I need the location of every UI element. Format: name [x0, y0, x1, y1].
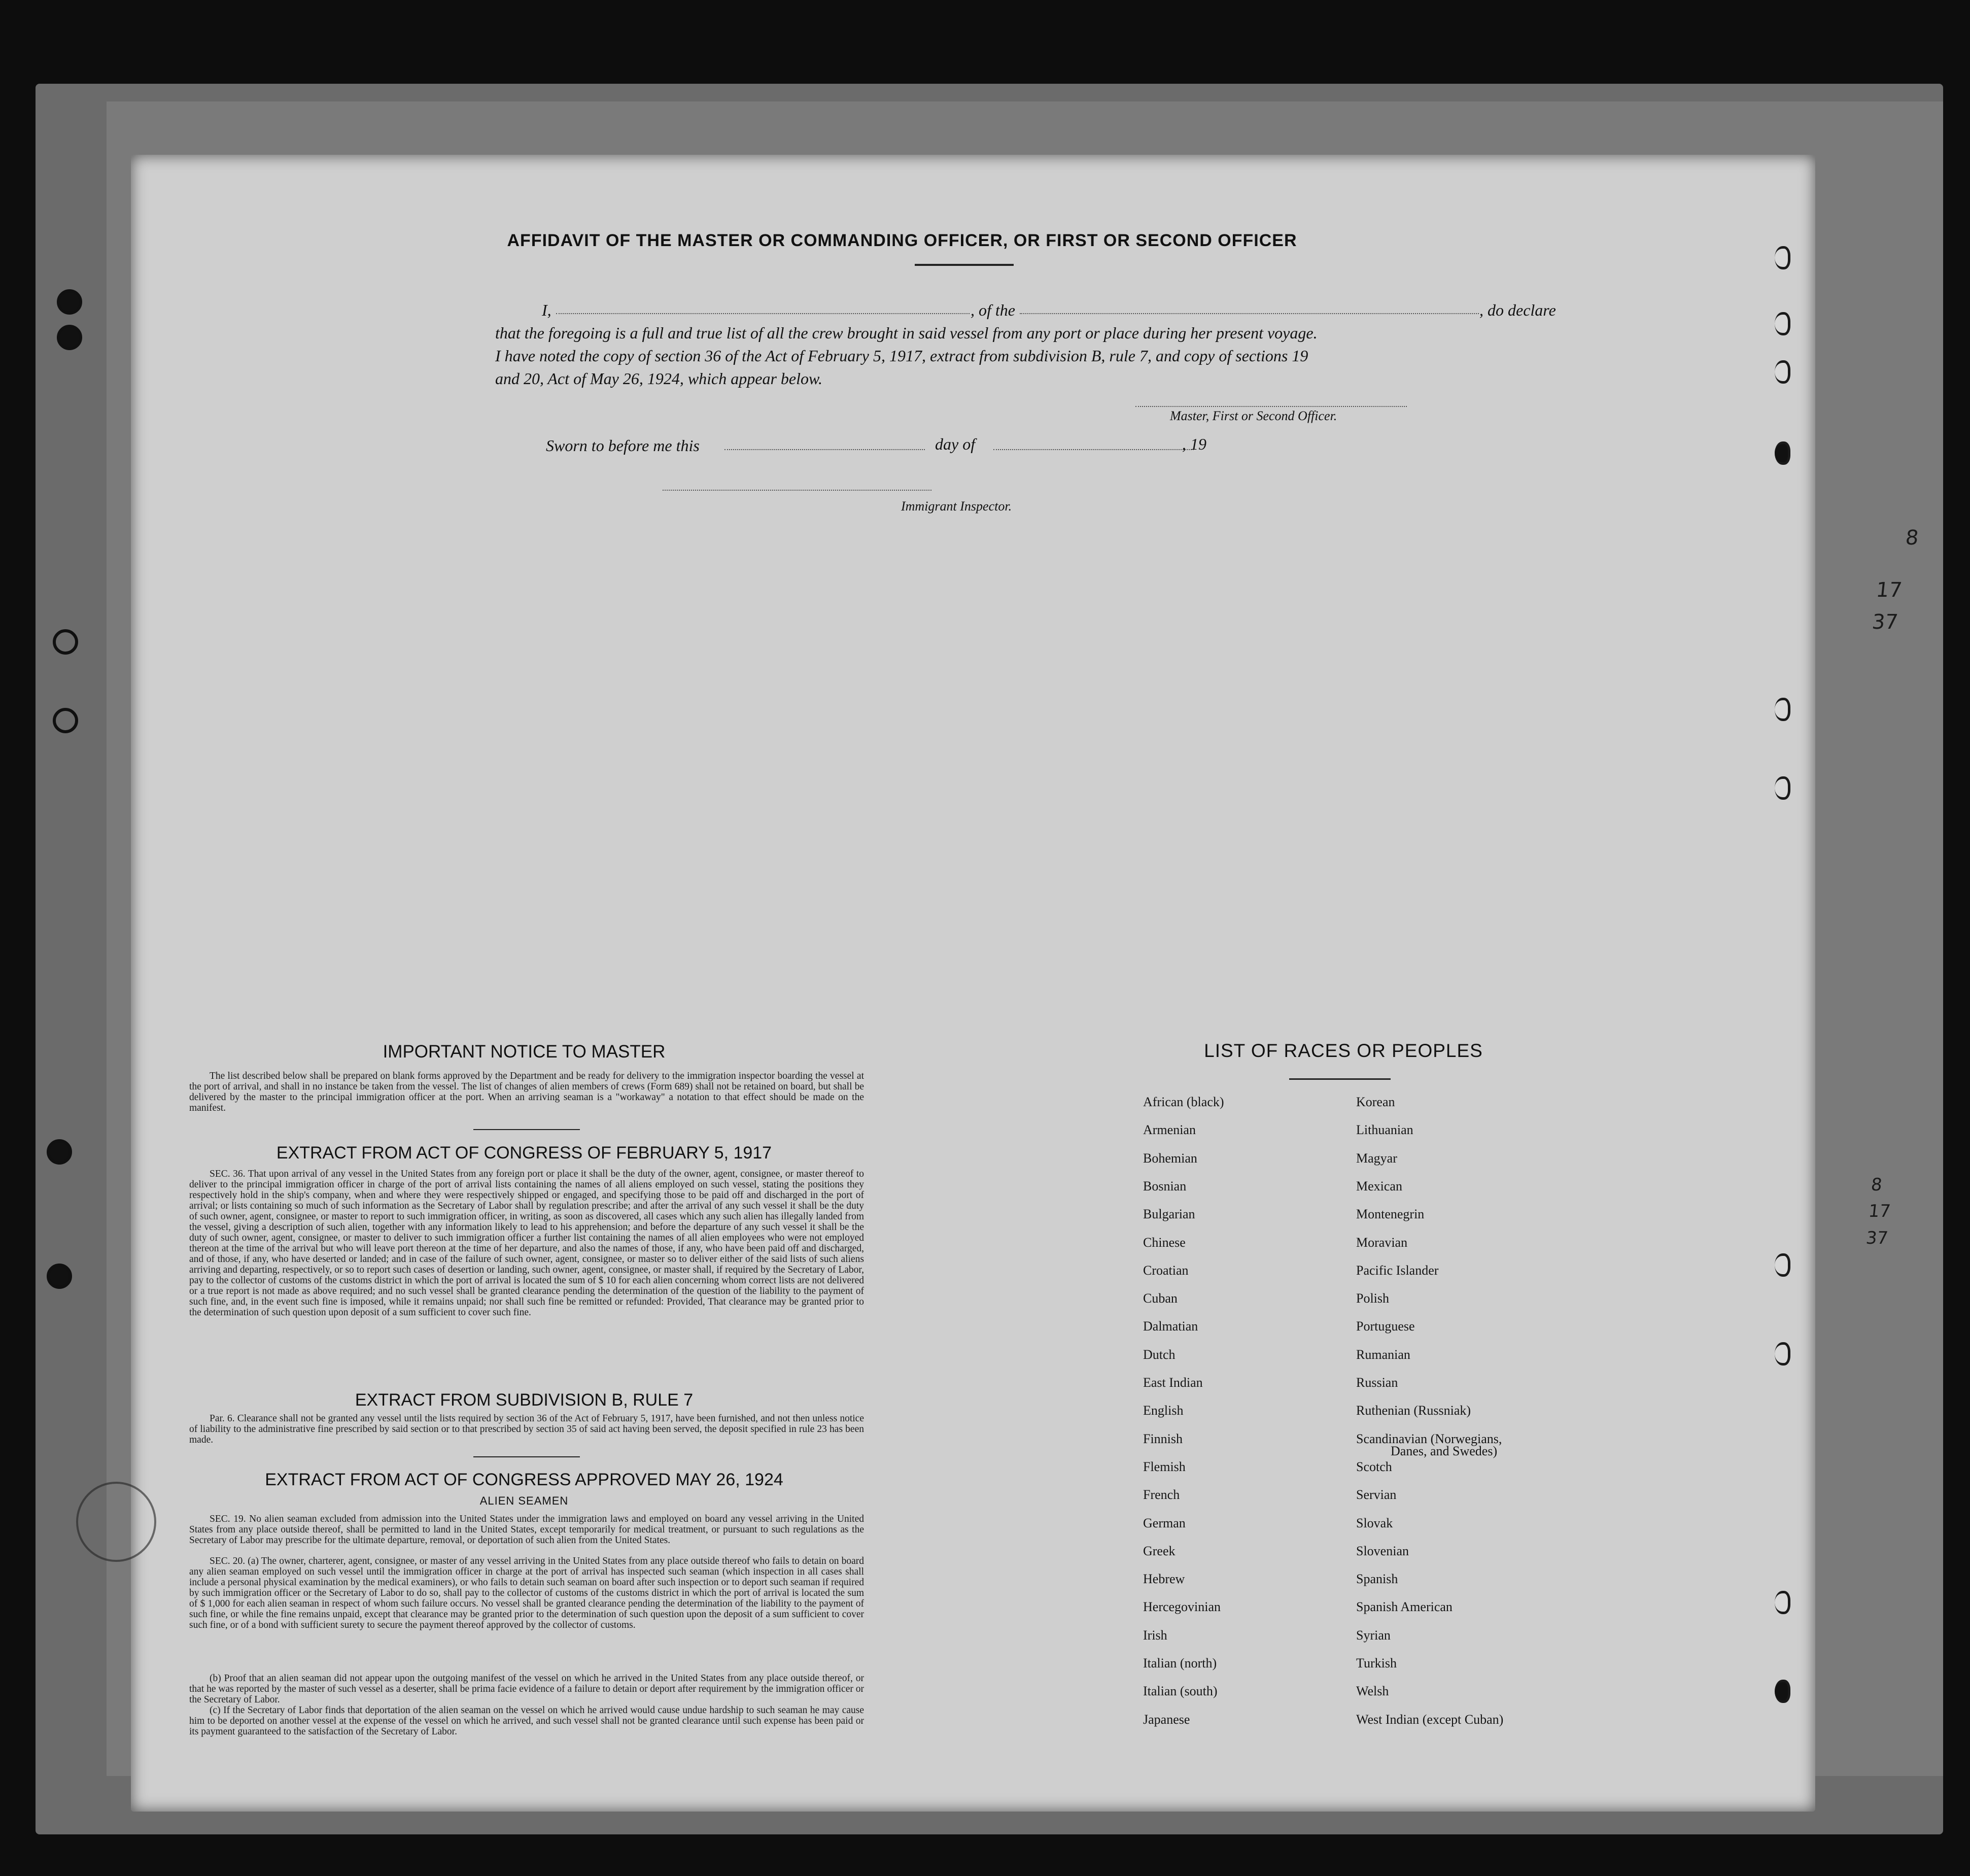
race-item: Spanish: [1356, 1572, 1398, 1587]
races-underline: [1289, 1078, 1391, 1080]
binder-hole: [47, 1264, 72, 1289]
race-item: Turkish: [1356, 1656, 1397, 1670]
sworn-label: Sworn to before me this: [546, 436, 700, 455]
race-item: Finnish: [1143, 1431, 1183, 1446]
punch-hole: [1775, 698, 1790, 721]
race-item: Danes, and Swedes): [1391, 1444, 1498, 1458]
divider: [473, 1129, 580, 1130]
race-item: Moravian: [1356, 1235, 1408, 1250]
race-item: Russian: [1356, 1375, 1398, 1390]
sworn-date-field[interactable]: [724, 449, 925, 450]
rule7-text: Par. 6. Clearance shall not be granted any vessel until the lists required by section 36 of the Act of February 5, 1917, have been furnished, and not then unless notice of liability to the administrative fine prescribed by said section or to that prescribed by section 35 of said act having been served, the deposit specified in rule 23 has been made.: [189, 1413, 864, 1445]
race-item: Rumanian: [1356, 1347, 1410, 1362]
binder-hole: [57, 289, 82, 315]
race-item: Mexican: [1356, 1178, 1402, 1193]
race-item: Pacific Islander: [1356, 1263, 1439, 1278]
affidavit-title: AFFIDAVIT OF THE MASTER OR COMMANDING OFFICER, OR FIRST OR SECOND OFFICER: [507, 231, 1297, 250]
race-item: Portuguese: [1356, 1319, 1415, 1334]
race-item: Bulgarian: [1143, 1207, 1195, 1222]
race-item: Italian (south): [1143, 1684, 1218, 1699]
binder-hole: [53, 629, 78, 655]
race-item: Montenegrin: [1356, 1207, 1425, 1222]
race-item: Spanish American: [1356, 1599, 1453, 1615]
rule7-title: EXTRACT FROM SUBDIVISION B, RULE 7: [355, 1390, 694, 1410]
race-item: East Indian: [1143, 1375, 1203, 1390]
title-underline: [915, 264, 1014, 266]
race-item: Polish: [1356, 1291, 1390, 1306]
punch-hole: [1775, 1591, 1790, 1614]
race-item: Cuban: [1143, 1291, 1178, 1306]
race-item: Greek: [1143, 1543, 1176, 1558]
extract-1917-text: SEC. 36. That upon arrival of any vessel in the United States from any foreign port or place it shall be the duty of the owner, agent, consignee, or master thereof to deliver to the principal immigration officer in charge of the port of arrival lists containing the names of all aliens employed on such vessel, stating the positions they respectively hold in the ship's company, when and where they were respectively shipped or engaged, and specifying those to be paid off and discharged in the port of arrival; or lists containing so much of such information as the Secretary of Labor shall by regulation prescribe; and after the arrival of any such vessel it shall be the duty of such owner, agent, consignee, or master to report to such immigration officer, in writing, as soon as discovered, all cases which any such alien has illegally landed from the vessel, giving a description of such alien, together with any information likely to lead to his apprehension; and before the departure of any such vessel it shall be the duty of such owner, agent, consignee, or master to deliver to such immigration officer a further list containing the names of all alien employees who were not employed thereon at the time of the arrival but who will leave port thereon at the time of her departure, and also the names of those, if any, who have been paid off and discharged, and of those, if any, who have deserted or landed; and in case of the failure of such owner, agent, consignee, or master so to deliver either of the said lists of such aliens arriving and departing, respectively, or so to report such cases of desertion or landing, such owner, agent, consignee, or master shall, if required by the Secretary of Labor, pay to the collector of customs of the customs district in which the port of arrival is located the sum of $ 10 for each alien concerning whom correct lists are not delivered or a true report is not made as above required; and no such vessel shall be granted clearance pending the determination of the question of the liability to the payment of such fine, and, in the event such fine is imposed, while it remains unpaid; nor shall such fine be remitted or refunded: Provided, That clearance may be granted prior to the determination of such question upon deposit of a sum sufficient to cover such fine.: [189, 1169, 864, 1318]
extract-1917-title: EXTRACT FROM ACT OF CONGRESS OF FEBRUARY 5, 1917: [276, 1143, 772, 1163]
race-item: Ruthenian (Russniak): [1356, 1403, 1471, 1418]
race-item: Korean: [1356, 1095, 1395, 1109]
form-page: [131, 155, 1920, 1812]
punch-hole: [1775, 776, 1790, 800]
race-item: Flemish: [1143, 1459, 1186, 1474]
race-item: Chinese: [1143, 1235, 1186, 1250]
race-item: Scandinavian (Norwegians,: [1356, 1431, 1502, 1446]
race-item: Hebrew: [1143, 1572, 1185, 1587]
notice-title: IMPORTANT NOTICE TO MASTER: [383, 1042, 666, 1062]
race-item: Croatian: [1143, 1263, 1189, 1278]
race-item: Hercegovinian: [1143, 1599, 1221, 1615]
race-item: English: [1143, 1403, 1184, 1418]
race-item: Lithuanian: [1356, 1122, 1413, 1138]
race-item: West Indian (except Cuban): [1356, 1712, 1504, 1727]
punch-hole: [1775, 312, 1790, 335]
month-field[interactable]: [993, 449, 1194, 450]
affidavit-of-the: , of the: [971, 301, 1015, 319]
name-field[interactable]: [556, 313, 970, 314]
affidavit-do-declare: , do declare: [1479, 301, 1556, 319]
sec19-text: SEC. 19. No alien seaman excluded from admission into the United States under the immigration laws and employed on board any vessel arriving in the United States from any place outside thereof, shall be permitted to land in the United States, except temporarily for medical treatment, or pursuant to such regulations as the Secretary of Labor may prescribe for the ultimate departure, removal, or deportation of such alien from the United States.: [189, 1514, 864, 1546]
binder-hole: [57, 325, 82, 350]
pencil-note: 17: [1875, 578, 1904, 602]
race-item: French: [1143, 1487, 1180, 1503]
punch-hole: [1775, 360, 1790, 384]
extract-1924-title: EXTRACT FROM ACT OF CONGRESS APPROVED MAY 26, 1924: [265, 1470, 783, 1489]
sec20a-text: SEC. 20. (a) The owner, charterer, agent, consignee, or master of any vessel arriving in the United States from any place outside thereof who fails to detain on board any alien seaman employed on such vessel until the immigration officer in charge at the port of arrival has inspected such seaman (which inspection in all cases shall include a personal physical examination by the medical examiners), or who fails to detain such seaman on board after such inspection or to deport such seaman if required by such immigration officer or the Secretary of Labor to do so, shall pay to the collector of customs of the customs district in which the port of arrival is located the sum of $ 1,000 for each alien seaman in respect of whom such failure occurs. No vessel shall be granted clearance pending the determination of the liability to the payment of such fine, or while the fine remains unpaid, except that clearance may be granted prior to the determination of such question upon the deposit of a sum sufficient to cover such fine, or of a bond with sufficient surety to secure the payment thereof approved by the collector of customs.: [189, 1556, 864, 1630]
punch-hole: [1775, 246, 1790, 269]
year-label: , 19: [1182, 435, 1206, 453]
punch-hole: [1775, 1342, 1790, 1366]
race-item: German: [1143, 1515, 1186, 1530]
inspector-caption: Immigrant Inspector.: [901, 499, 1012, 514]
pencil-note: 8: [1870, 1175, 1883, 1195]
race-item: Bohemian: [1143, 1150, 1197, 1166]
affidavit-line-2: that the foregoing is a full and true list of all the crew brought in said vessel from any port or place during her present voyage.: [495, 324, 1318, 342]
binder-hole: [53, 708, 78, 733]
punch-hole: [1775, 441, 1790, 465]
vessel-field[interactable]: [1020, 313, 1479, 314]
affidavit-line-3: I have noted the copy of section 36 of the Act of February 5, 1917, extract from subdivision B, rule 7, and copy of sections 19: [495, 347, 1308, 365]
pencil-note: 17: [1867, 1201, 1892, 1221]
punch-hole: [1775, 1680, 1790, 1703]
race-item: Servian: [1356, 1487, 1397, 1503]
race-item: Welsh: [1356, 1684, 1389, 1699]
sec20c-text: (c) If the Secretary of Labor finds that deportation of the alien seaman on the vessel on which he arrived would cause undue hardship to such seaman he may cause him to be deported on another vessel at the expense of the vessel on which he arrived, and such vessel shall not be granted clearance until such expense has been paid or its payment guaranteed to the satisfaction of the Secretary of Labor.: [189, 1705, 864, 1737]
race-item: Italian (north): [1143, 1656, 1217, 1670]
alien-seamen-subtitle: ALIEN SEAMEN: [479, 1494, 569, 1507]
stamp-mark: [76, 1482, 156, 1562]
race-item: Syrian: [1356, 1627, 1391, 1643]
race-item: Magyar: [1356, 1150, 1397, 1166]
race-item: African (black): [1143, 1095, 1224, 1109]
divider: [473, 1456, 580, 1457]
inspector-signature-field[interactable]: [663, 490, 931, 491]
races-title: LIST OF RACES OR PEOPLES: [1204, 1040, 1483, 1061]
punch-hole: [1775, 1253, 1790, 1277]
affidavit-i: I,: [542, 301, 551, 319]
race-item: Slovenian: [1356, 1543, 1409, 1558]
pencil-note: 37: [1864, 1228, 1889, 1248]
master-caption: Master, First or Second Officer.: [1170, 408, 1337, 423]
race-item: Scotch: [1356, 1459, 1392, 1474]
race-item: Armenian: [1143, 1122, 1196, 1138]
master-signature-field[interactable]: [1135, 406, 1407, 407]
race-item: Dutch: [1143, 1347, 1176, 1362]
pencil-note: 8: [1904, 526, 1920, 550]
race-item: Bosnian: [1143, 1178, 1187, 1193]
race-item: Irish: [1143, 1627, 1167, 1643]
notice-text: The list described below shall be prepared on blank forms approved by the Department and be ready for delivery to the immigration inspector boarding the vessel at the port of arrival, and shall in no instance be taken from the vessel. The list of changes of alien members of crews (Form 689) shall not be retained on board, but shall be delivered by the master to the principal immigration officer at the port. When an arriving seaman is a "workaway" a notation to that effect should be made on the manifest.: [189, 1071, 864, 1113]
affidavit-line-4: and 20, Act of May 26, 1924, which appear below.: [495, 369, 822, 388]
sec20b-text: (b) Proof that an alien seaman did not appear upon the outgoing manifest of the vessel on which he arrived in the United States from any place outside thereof, or that he was reported by the master of such vessel as a deserter, shall be prima facie evidence of a failure to detain or deport after requirement by the immigration officer or the Secretary of Labor.: [189, 1673, 864, 1705]
race-item: Dalmatian: [1143, 1319, 1198, 1334]
race-item: Slovak: [1356, 1515, 1393, 1530]
pencil-note: 37: [1871, 610, 1899, 634]
binder-hole: [47, 1139, 72, 1165]
day-of-label: day of: [935, 435, 976, 453]
race-item: Japanese: [1143, 1712, 1190, 1727]
